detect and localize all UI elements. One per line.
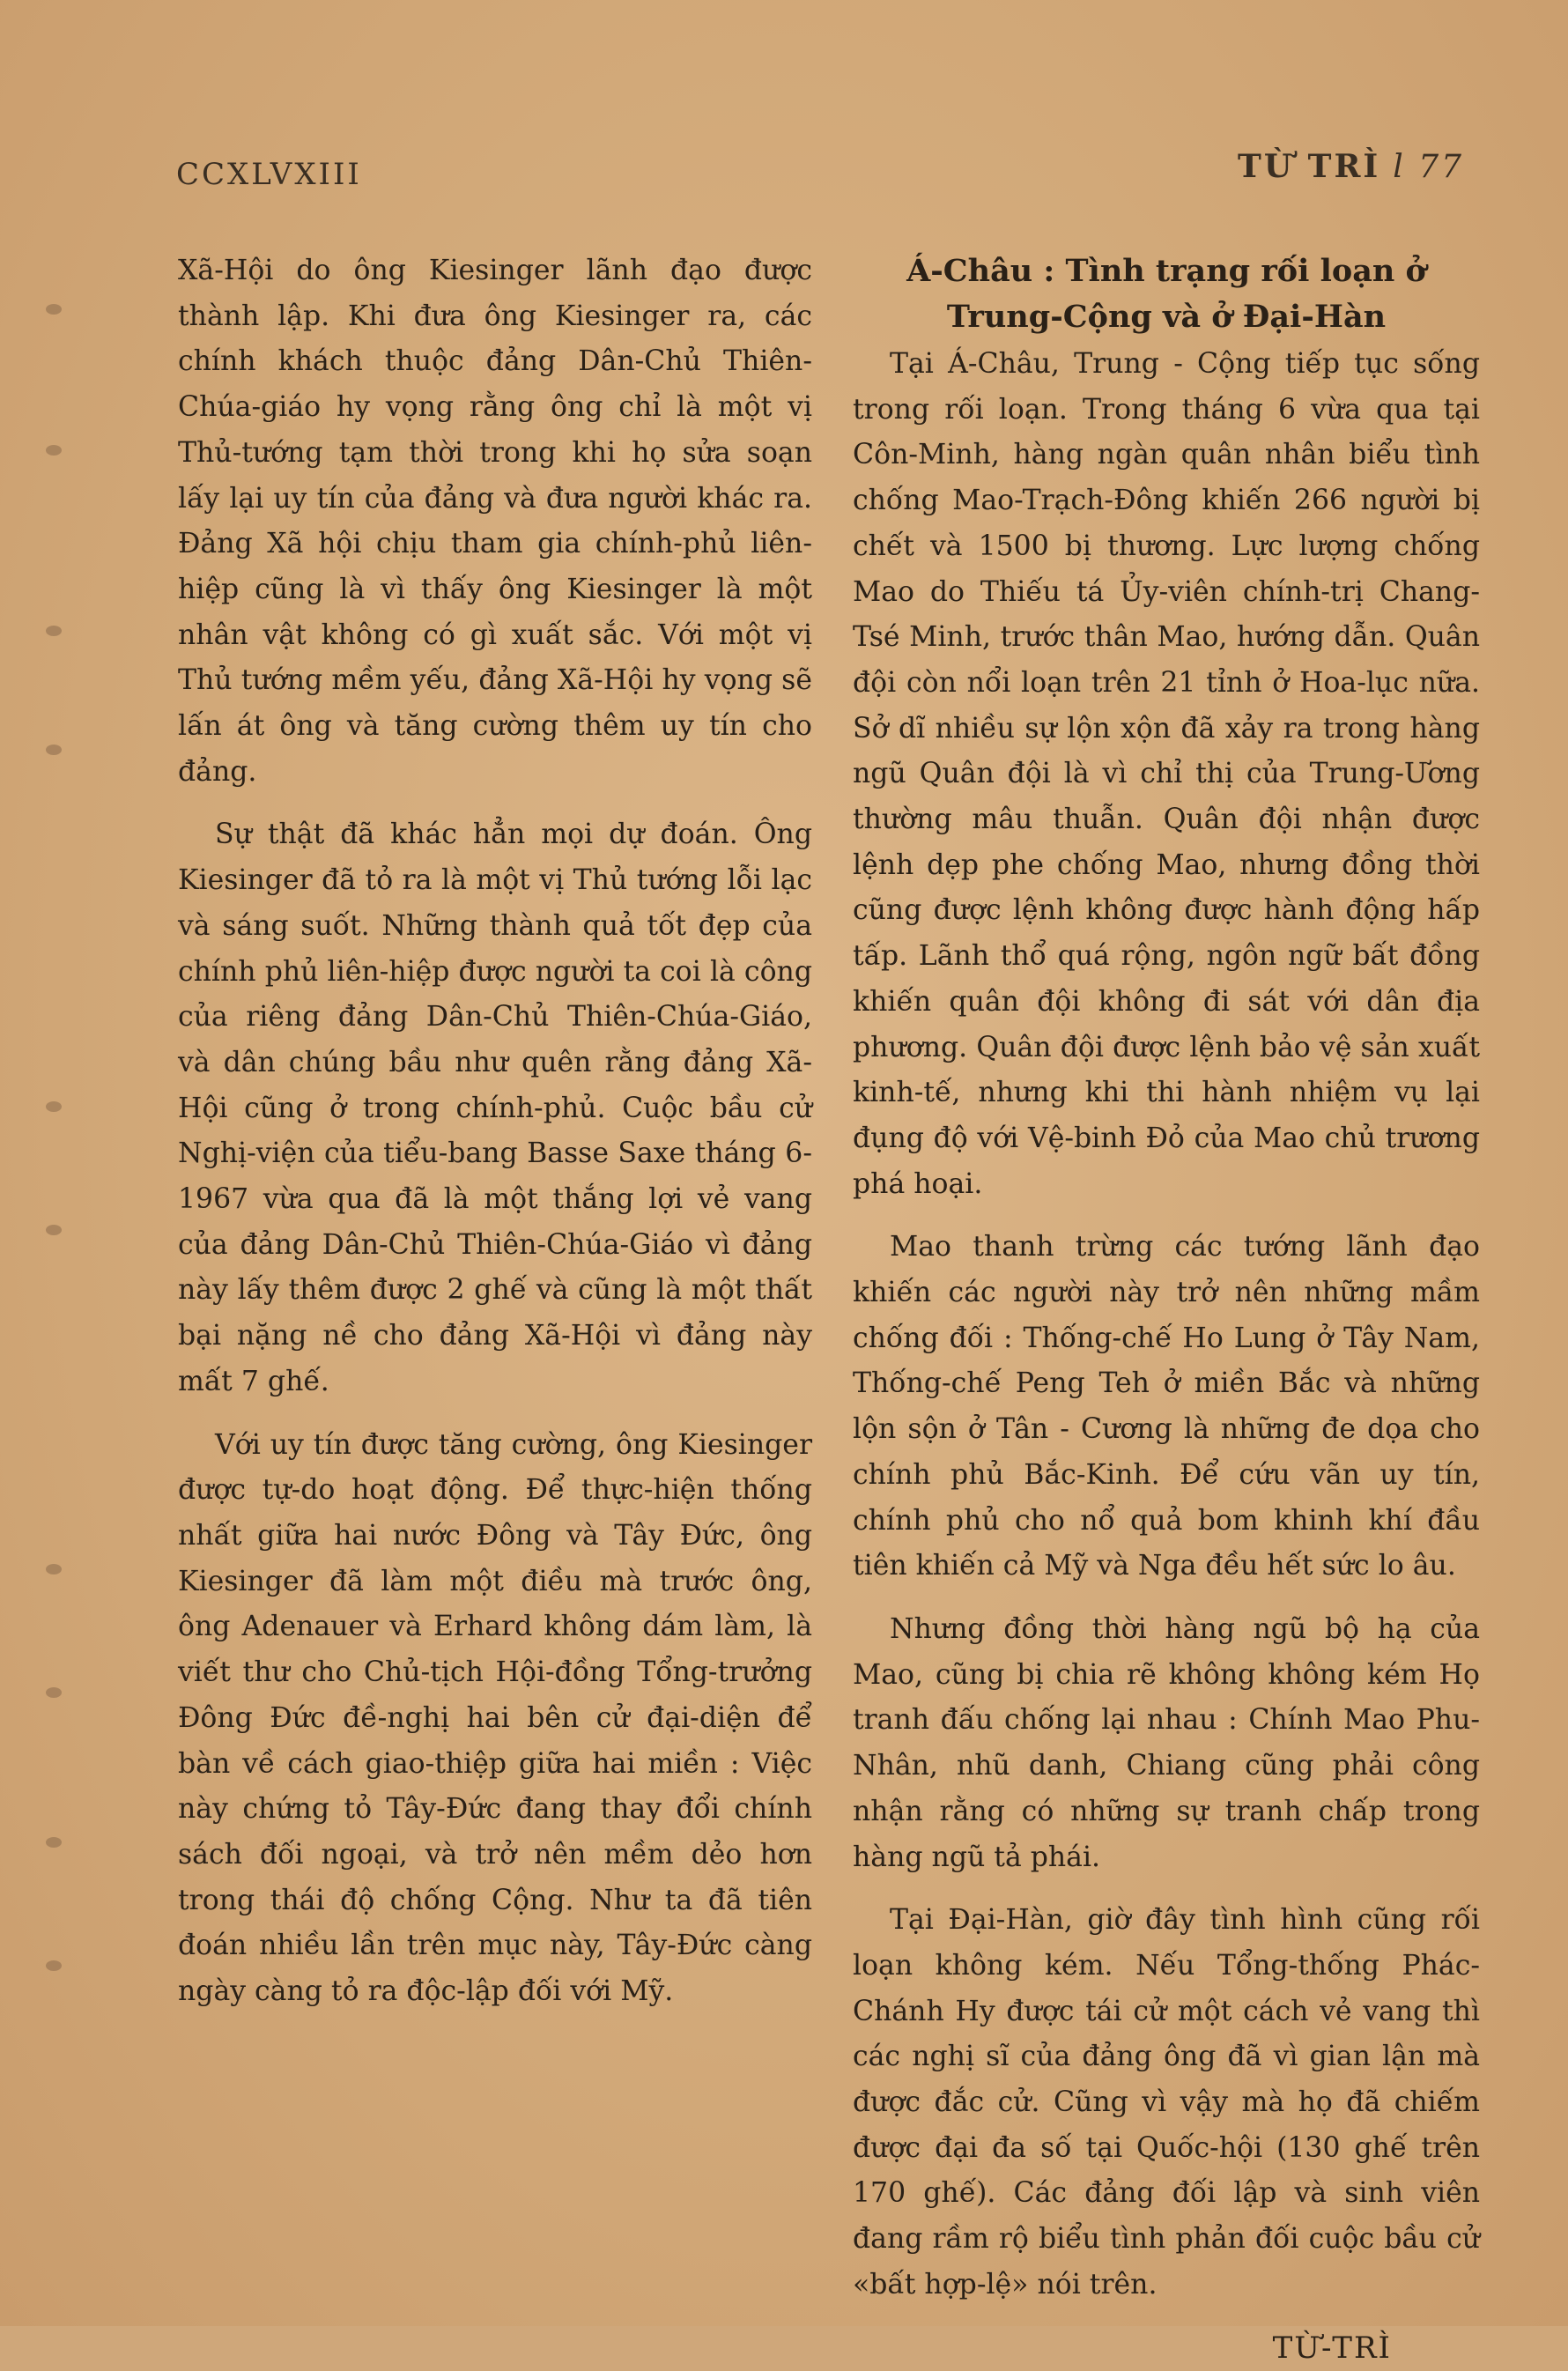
running-header-issue: CCXLVXIII bbox=[176, 157, 362, 192]
left-column bbox=[178, 248, 812, 2033]
right-column bbox=[853, 248, 1480, 2371]
binding-hole bbox=[46, 1101, 62, 1112]
binding-hole bbox=[46, 1837, 62, 1848]
binding-hole bbox=[46, 304, 62, 315]
paragraph: Với uy tín được tăng cường, ông Kiesinger được tự-do hoạt động. Để thực-hiện thống nhất giữa hai nước Đông và Tây Đức, ông Kiesinger đã làm một điều mà trước ông, ông Adenauer và Erhard không dám làm, là viết thư cho Chủ-tịch Hội-đồng Tổng-trưởng Đông Đức đề-nghị hai bên cử đại-diện để bàn về cách giao-thiệp giữa hai miền : Việc này chứng tỏ Tây-Đức đang thay đổi chính sách đối ngoại, và trở nên mềm dẻo hơn trong thái độ chống Cộng. Như ta đã tiên đoán nhiều lần trên mục này, Tây-Đức càng ngày càng tỏ ra độc-lập đối với Mỹ. bbox=[178, 1428, 812, 2008]
binding-hole bbox=[46, 1225, 62, 1235]
paragraph: Nhưng đồng thời hàng ngũ bộ hạ của Mao, cũng bị chia rẽ không không kém Họ tranh đấu chống lại nhau : Chính Mao Phu-Nhân, nhũ danh, Chiang cũng phải công nhận rằng có những sự tranh chấp trong hàng ngũ tả phái. bbox=[853, 1612, 1480, 1873]
running-header-title bbox=[1238, 148, 1464, 185]
binding-hole bbox=[46, 745, 62, 755]
binding-hole bbox=[46, 1687, 62, 1698]
binding-holes bbox=[35, 0, 70, 2326]
headline-line: Trung-Cộng và ở Đại-Hàn bbox=[946, 299, 1387, 335]
author-signature: TỪ-TRÌ bbox=[1272, 2330, 1392, 2366]
binding-hole bbox=[46, 445, 62, 456]
paragraph: Sự thật đã khác hẳn mọi dự đoán. Ông Kiesinger đã tỏ ra là một vị Thủ tướng lỗi lạc và sáng suốt. Những thành quả tốt đẹp của chính phủ liên-hiệp được người ta coi là công của riêng đảng Dân-Chủ Thiên-Chúa-Giáo, và dân chúng bầu như quên rằng đảng Xã-Hội cũng ở trong chính-phủ. Cuộc bầu cử Nghị-viện của tiểu-bang Basse Saxe tháng 6-1967 vừa qua đã là một thắng lợi vẻ vang của đảng Dân-Chủ Thiên-Chúa-Giáo vì đảng này lấy thêm được 2 ghế và cũng là một thất bại nặng nề cho đảng Xã-Hội vì đảng này mất 7 ghế. bbox=[178, 819, 812, 1397]
section-headline bbox=[853, 248, 1480, 340]
binding-hole bbox=[46, 626, 62, 636]
paragraph: Mao thanh trừng các tướng lãnh đạo khiến các người này trở nên những mầm chống đối : Thống-chế Ho Lung ở Tây Nam, Thống-chế Peng Teh ở miền Bắc và những lộn sộn ở Tân - Cương là những đe dọa cho chính phủ Bắc-Kinh. Để cứu vãn uy tín, chính phủ cho nổ quả bom khinh khí đầu tiên khiến cả Mỹ và Nga đều hết sức lo âu. bbox=[853, 1231, 1480, 1582]
paragraph: Xã-Hội do ông Kiesinger lãnh đạo được thành lập. Khi đưa ông Kiesinger ra, các chính khách thuộc đảng Dân-Chủ Thiên-Chúa-giáo hy vọng rằng ông chỉ là một vị Thủ-tướng tạm thời trong khi họ sửa soạn lấy lại uy tín của đảng và đưa người khác ra. Đảng Xã hội chịu tham gia chính-phủ liên-hiệp cũng là vì thấy ông Kiesinger là một nhân vật không có gì xuất sắc. Với một vị Thủ tướng mềm yếu, đảng Xã-Hội hy vọng sẽ lấn át ông và tăng cường thêm uy tín cho đảng. bbox=[178, 255, 812, 788]
binding-hole bbox=[46, 1960, 62, 1971]
page-number: l 77 bbox=[1393, 149, 1464, 185]
binding-hole bbox=[46, 1564, 62, 1574]
header-title: TỪ TRÌ bbox=[1237, 148, 1381, 185]
headline-line: Á-Châu : Tình trạng rối loạn ở bbox=[906, 253, 1426, 289]
paragraph: Tại Á-Châu, Trung - Cộng tiếp tục sống trong rối loạn. Trong tháng 6 vừa qua tại Côn-Minh, hàng ngàn quân nhân biểu tình chống Mao-Trạch-Đông khiến 266 người bị chết và 1500 bị thương. Lực lượng chống Mao do Thiếu tá Ủy-viên chính-trị Chang-Tsé Minh, trước thân Mao, hướng dẫn. Quân đội còn nổi loạn trên 21 tỉnh ở Hoa-lục nữa. Sở dĩ nhiều sự lộn xộn đã xảy ra trong hàng ngũ Quân đội là vì chỉ thị của Trung-Ương thường mâu thuẫn. Quân đội nhận được lệnh dẹp phe chống Mao, nhưng đồng thời cũng được lệnh không được hành động hấp tấp. Lãnh thổ quá rộng, ngôn ngữ bất đồng khiến quân đội không đi sát với dân địa phương. Quân đội được lệnh bảo vệ sản xuất kinh-tế, nhưng khi thi hành nhiệm vụ lại đụng độ với Vệ-binh Đỏ của Mao chủ trương phá hoại. bbox=[853, 348, 1480, 1200]
paragraph: Tại Đại-Hàn, giờ đây tình hình cũng rối loạn không kém. Nếu Tổng-thống Phác-Chánh Hy được tái cử một cách vẻ vang thì các nghị sĩ của đảng ông đã vì gian lận mà được đắc cử. Cũng vì vậy mà họ đã chiếm được đại đa số tại Quốc-hội (130 ghế trên 170 ghế). Các đảng đối lập và sinh viên đang rầm rộ biểu tình phản đối cuộc bầu cử «bất hợp-lệ» nói trên. bbox=[853, 1904, 1480, 2301]
